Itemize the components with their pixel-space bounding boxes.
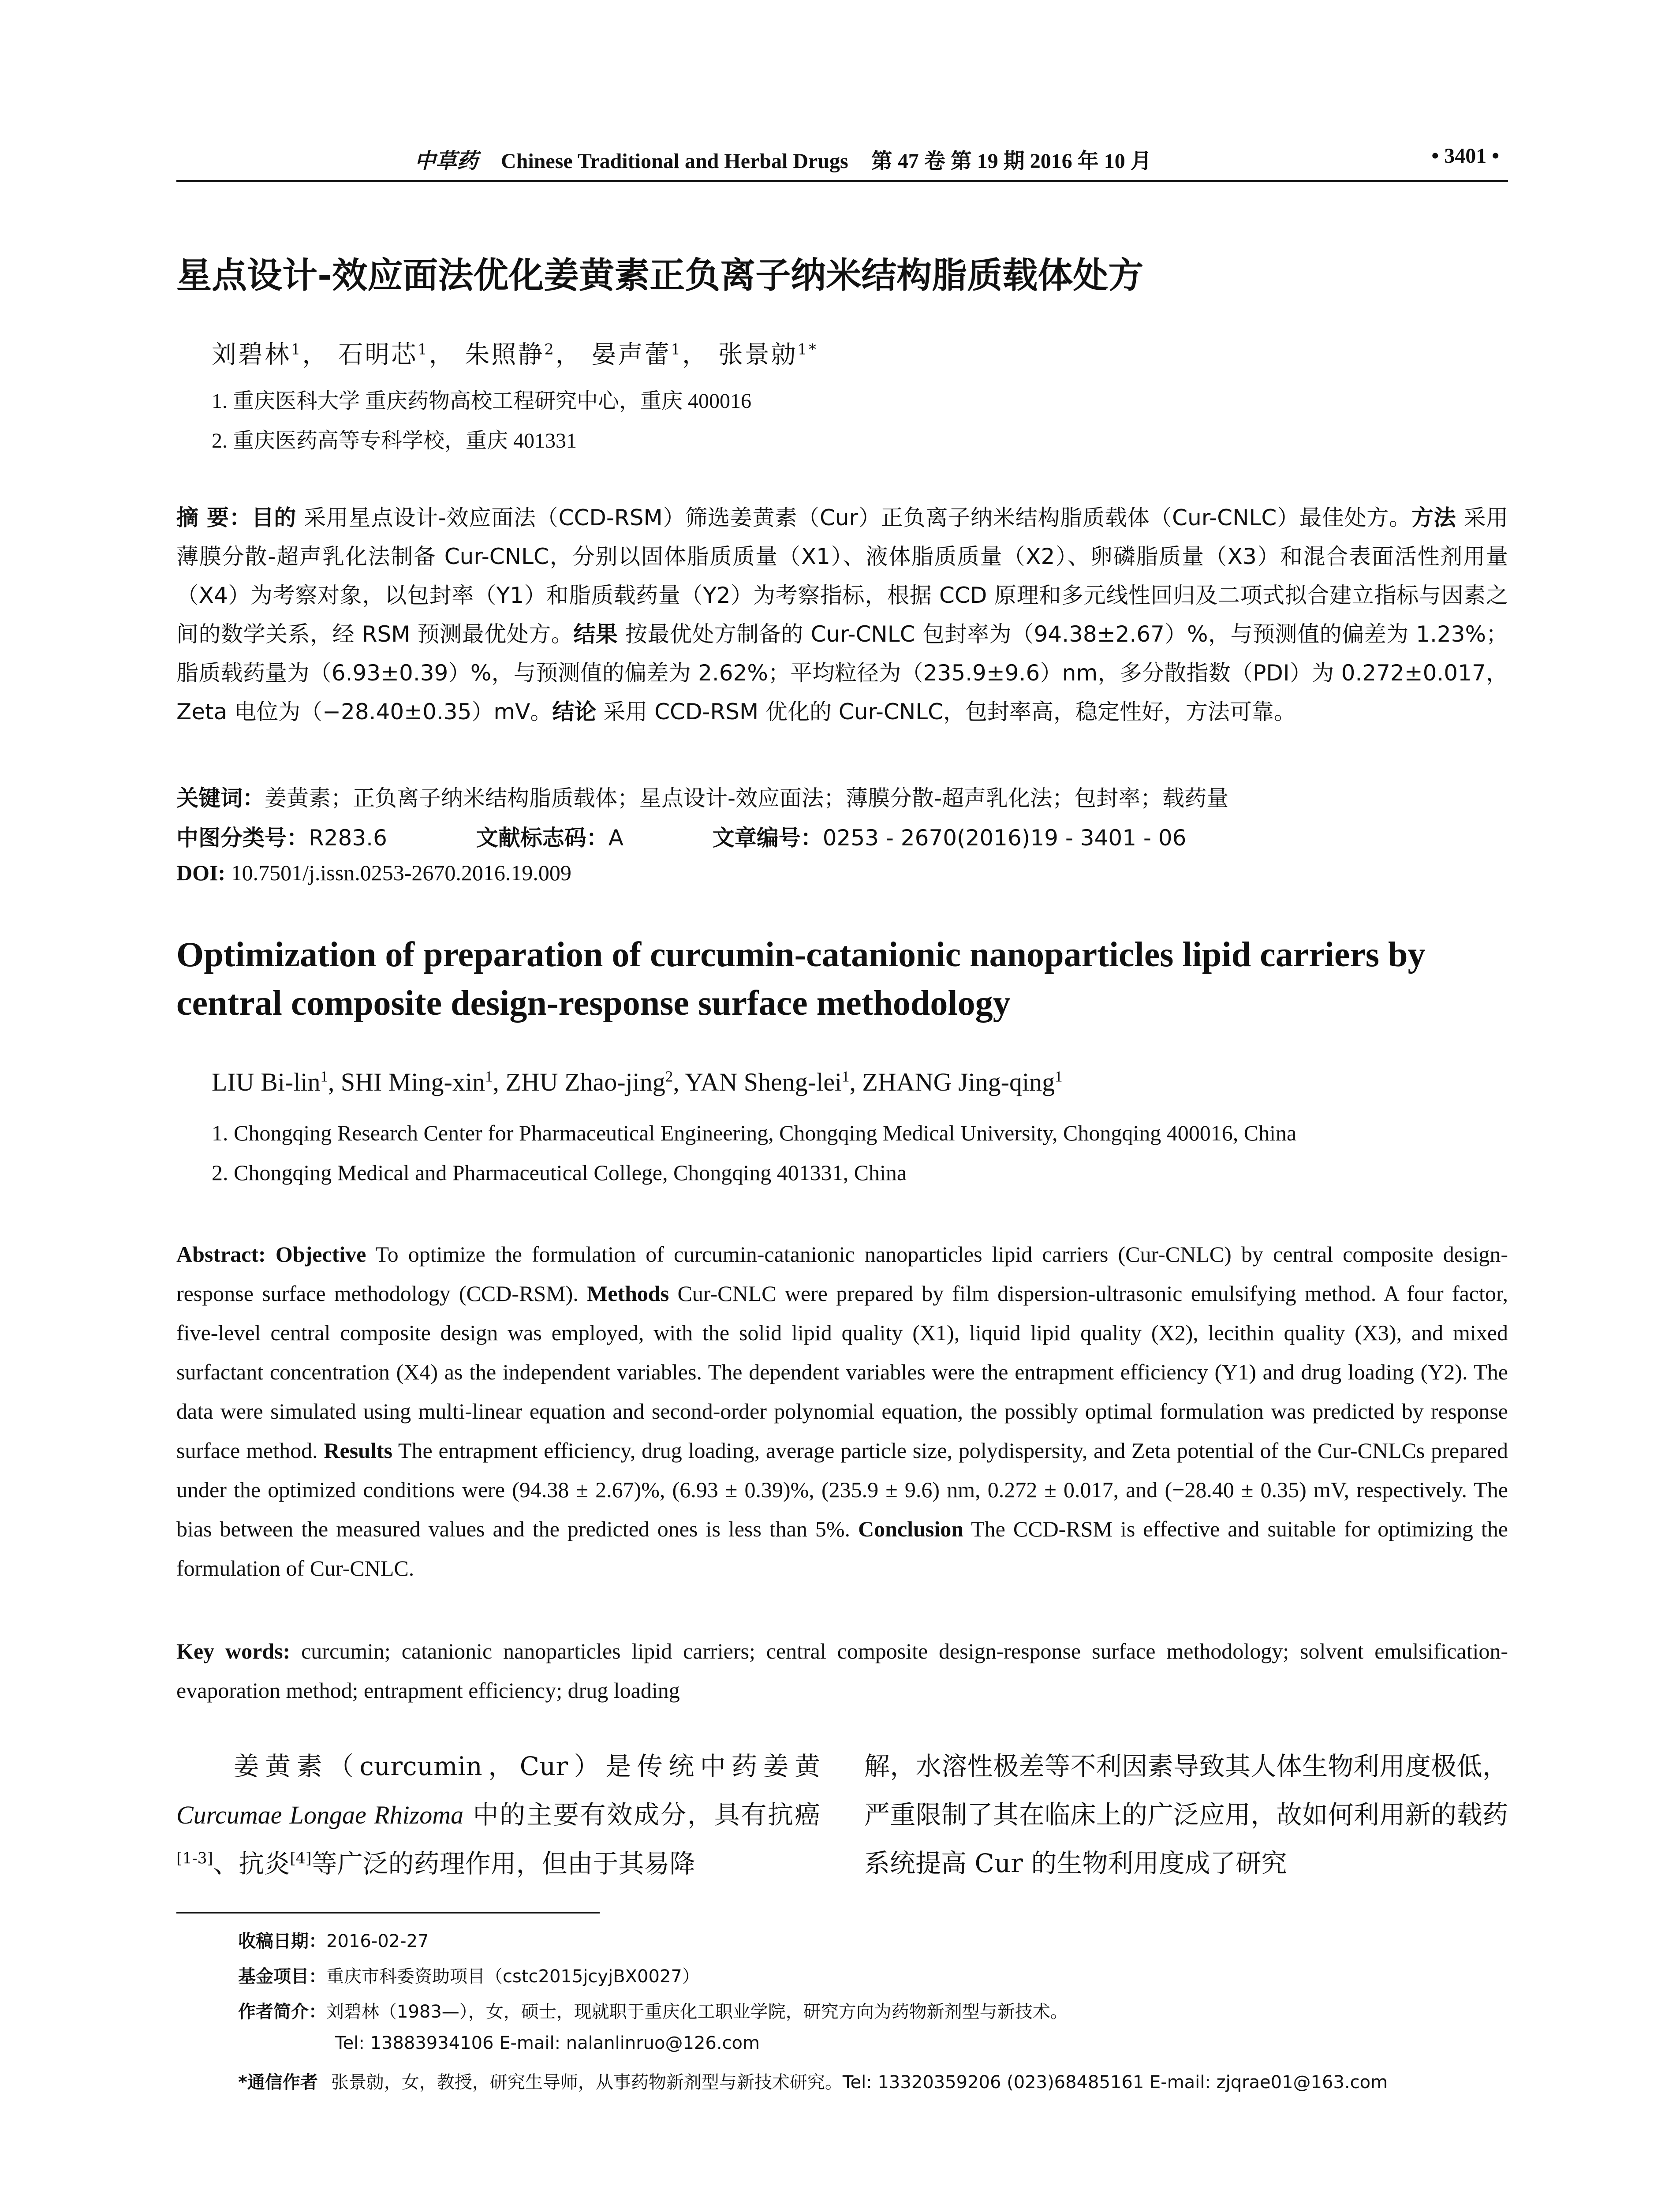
author-affil-mark: 1* bbox=[797, 340, 818, 358]
author-name: 张景勍 bbox=[718, 340, 798, 369]
body-text: 中的主要有效成分，具有抗癌 bbox=[463, 1800, 820, 1830]
clc-label: 中图分类号： bbox=[176, 825, 309, 851]
page-number: • 3401 • bbox=[1431, 144, 1499, 168]
author-separator: ， bbox=[302, 340, 329, 369]
journal-info bbox=[414, 144, 1152, 174]
footnote-text: 刘碧林（1983—），女，硕士，现就职于重庆化工职业学院，研究方向为药物新剂型与新技术。 bbox=[326, 2002, 1068, 2022]
title-cn: 星点设计-效应面法优化姜黄素正负离子纳米结构脂质载体处方 bbox=[176, 255, 1144, 296]
affiliation-en-2: 2. Chongqing Medical and Pharmaceutical College, Chongqing 401331, China bbox=[212, 1160, 907, 1185]
keywords-label: Key words: bbox=[176, 1639, 291, 1663]
running-header bbox=[176, 140, 1508, 182]
keywords-text: curcumin; catanionic nanoparticles lipid carriers; central composite design-response surface methodology; solvent emulsification-evaporation method; entrapment efficiency; drug loading bbox=[176, 1639, 1508, 1703]
results-text: 按最优处方制备的 Cur-CNLC 包封率为（94.38±2.67）%，与预测值的偏差为 1.23%；脂质载药量为（6.93±0.39）%，与预测值的偏差为 2.62%；平均粒径为（235.9±9.6）nm，多分散指数（PDI）为 0.272±0.017，Zeta 电位为（−28.40±0.35）mV。 bbox=[176, 621, 1508, 725]
conclusion-text: 采用 CCD-RSM 优化的 Cur-CNLC，包封率高，稳定性好，方法可靠。 bbox=[603, 699, 1296, 725]
affiliation-cn-2: 2. 重庆医药高等专科学校，重庆 401331 bbox=[212, 429, 577, 452]
methods-label: 方法 bbox=[1411, 505, 1456, 531]
doc-code-label: 文献标志码： bbox=[476, 825, 609, 851]
author-affil-mark: 1 bbox=[291, 340, 302, 358]
objective-text: To optimize the formulation of curcumin-catanionic nanoparticles lipid carriers (Cur-CNLC) by central composite design-response surface methodology (CCD-RSM). bbox=[176, 1242, 1508, 1306]
results-label: 结果 bbox=[573, 621, 618, 647]
author-name: ZHU Zhao-jing bbox=[505, 1068, 665, 1096]
conclusion-label: Conclusion bbox=[858, 1517, 964, 1541]
article-number-value: 0253 - 2670(2016)19 - 3401 - 06 bbox=[822, 825, 1187, 851]
author-separator: ， bbox=[682, 340, 709, 369]
footnote-label: 收稿日期： bbox=[238, 1931, 326, 1951]
author-affil-mark: 1 bbox=[485, 1068, 493, 1085]
objective-text: 采用星点设计-效应面法（CCD-RSM）筛选姜黄素（Cur）正负离子纳米结构脂质载体（Cur-CNLC）最佳处方。 bbox=[303, 505, 1411, 531]
keywords-label: 关键词： bbox=[176, 785, 265, 811]
author-separator: , bbox=[673, 1068, 685, 1096]
author-name: SHI Ming-xin bbox=[340, 1068, 485, 1096]
abstract-label: Abstract: bbox=[176, 1242, 266, 1267]
body-text: 解，水溶性极差等不利因素导致其人体生物利用度极低，严重限制了其在临床上的广泛应用，故如何利用新的载药系统提高 Cur 的生物利用度成了研究 bbox=[864, 1751, 1508, 1878]
footnote-text: 重庆市科委资助项目（cstc2015jcyjBX0027） bbox=[326, 1966, 700, 1987]
journal-name-cn: 中草药 bbox=[414, 149, 478, 173]
body-column-right bbox=[864, 1742, 1508, 1887]
footnote-corresponding bbox=[238, 2068, 1388, 2093]
author-separator: ， bbox=[555, 340, 582, 369]
abstract-label: 摘 要： bbox=[176, 505, 252, 531]
author-name: YAN Sheng-lei bbox=[685, 1068, 842, 1096]
author-separator: , bbox=[493, 1068, 506, 1096]
objective-label: 目的 bbox=[251, 505, 297, 531]
author-separator: , bbox=[849, 1068, 862, 1096]
footnote-label: 作者简介： bbox=[238, 2002, 326, 2022]
footnote-divider bbox=[176, 1912, 600, 1913]
footnote-label: *通信作者 bbox=[238, 2072, 318, 2093]
conclusion-label: 结论 bbox=[552, 699, 597, 725]
keywords-cn bbox=[176, 781, 1228, 812]
affiliation-cn-1: 1. 重庆医科大学 重庆药物高校工程研究中心，重庆 400016 bbox=[212, 389, 752, 413]
author-separator: , bbox=[328, 1068, 341, 1096]
doi-value: 10.7501/j.issn.0253-2670.2016.19.009 bbox=[231, 860, 571, 885]
author-affil-mark: 1 bbox=[418, 340, 429, 358]
footnote-label: 基金项目： bbox=[238, 1966, 326, 1987]
author-affil-mark: 1 bbox=[1055, 1068, 1063, 1085]
body-column-left bbox=[176, 1742, 820, 1888]
author-name: 刘碧林 bbox=[212, 340, 291, 369]
doi-label: DOI: bbox=[176, 860, 226, 885]
classification-line bbox=[176, 820, 1186, 852]
methods-label: Methods bbox=[587, 1281, 669, 1306]
title-en: Optimization of preparation of curcumin-catanionic nanoparticles lipid carriers by central composite design-response surface methodology bbox=[176, 935, 1426, 1023]
body-text: 等广泛的药理作用，但由于其易降 bbox=[311, 1849, 695, 1879]
clc-value: R283.6 bbox=[309, 825, 387, 851]
author-separator: ， bbox=[429, 340, 455, 369]
author-name: 石明芯 bbox=[338, 340, 418, 369]
author-affil-mark: 1 bbox=[842, 1068, 850, 1085]
abstract-cn bbox=[176, 498, 1508, 731]
author-name: 朱照静 bbox=[465, 340, 545, 369]
author-name: ZHANG Jing-qing bbox=[862, 1068, 1055, 1096]
citation-ref: [1-3] bbox=[176, 1850, 213, 1868]
conclusion-text: The CCD-RSM is effective and suitable for optimizing the formulation of Cur-CNLC. bbox=[176, 1517, 1508, 1581]
methods-text: Cur-CNLC were prepared by film dispersion-ultrasonic emulsifying method. A four factor, five-level central composite design was employed, with the solid lipid quality (X1), liquid lipid quality (X2), lecithin quality (X3), and mixed surfactant concentration (X4) as the independent variables. The dependent variables were the entrapment efficiency (Y1) and drug loading (Y2). The data were simulated using multi-linear equation and second-order polynomial equation, the possibly optimal formulation was predicted by response surface method. bbox=[176, 1281, 1508, 1463]
author-name: 晏声蕾 bbox=[591, 340, 671, 369]
keywords-en bbox=[176, 1632, 1508, 1710]
journal-name-en: Chinese Traditional and Herbal Drugs bbox=[501, 149, 848, 173]
abstract-en bbox=[176, 1235, 1508, 1588]
doc-code-value: A bbox=[608, 825, 623, 851]
keywords-text: 姜黄素；正负离子纳米结构脂质载体；星点设计-效应面法；薄膜分散-超声乳化法；包封率；载药量 bbox=[265, 785, 1229, 811]
latin-name: Curcumae Longae Rhizoma bbox=[176, 1801, 464, 1829]
author-name: LIU Bi-lin bbox=[212, 1068, 321, 1096]
footnote-received bbox=[238, 1927, 429, 1952]
footnote-author-contact: Tel: 13883934106 E-mail: nalanlinruo@126.com bbox=[335, 2033, 760, 2053]
doi-line bbox=[176, 860, 571, 886]
author-affil-mark: 2 bbox=[544, 340, 556, 358]
results-text: The entrapment efficiency, drug loading, average particle size, polydispersity, and Zeta potential of the Cur-CNLCs prepared under the optimized conditions were (94.38 ± 2.67)%, (6.93 ± 0.39)%, (235.9 ± 9.6) nm, 0.272 ± 0.017, and (−28.40 ± 0.35) mV, respectively. The bias between the measured values and the predicted ones is less than 5%. bbox=[176, 1438, 1508, 1541]
affiliation-en-1: 1. Chongqing Research Center for Pharmaceutical Engineering, Chongqing Medical University, Chongqing 400016, China bbox=[212, 1121, 1297, 1145]
footnote-text: 2016-02-27 bbox=[326, 1931, 429, 1951]
objective-label: Objective bbox=[275, 1242, 366, 1267]
footnote-text: 张景勍，女，教授，研究生导师，从事药物新剂型与新技术研究。Tel: 13320359206 (023)68485161 E-mail: zjqrae01@163.com bbox=[331, 2072, 1388, 2093]
article-number-label: 文章编号： bbox=[712, 825, 823, 851]
body-text: 姜黄素（curcumin，Cur）是传统中药姜黄 bbox=[228, 1751, 820, 1781]
author-affil-mark: 1 bbox=[671, 340, 682, 358]
methods-text: 采用薄膜分散-超声乳化法制备 Cur-CNLC，分别以固体脂质质量（X1）、液体脂质质量（X2）、卵磷脂质量（X3）和混合表面活性剂用量（X4）为考察对象，以包封率（Y1）和脂质载药量（Y2）为考察指标，根据 CCD 原理和多元线性回归及二项式拟合建立指标与因素之间的数学关系，经 RSM 预测最优处方。 bbox=[176, 505, 1508, 647]
citation-ref: [4] bbox=[290, 1850, 312, 1868]
authors-cn bbox=[212, 335, 818, 370]
footnote-author bbox=[238, 1998, 1068, 2023]
body-text: 、抗炎 bbox=[213, 1849, 290, 1879]
results-label: Results bbox=[324, 1438, 392, 1463]
author-affil-mark: 1 bbox=[320, 1068, 328, 1085]
authors-en bbox=[212, 1067, 1062, 1097]
footnote-fund bbox=[238, 1962, 700, 1988]
issue-info: 第 47 卷 第 19 期 2016 年 10 月 bbox=[871, 149, 1152, 173]
author-affil-mark: 2 bbox=[665, 1068, 673, 1085]
